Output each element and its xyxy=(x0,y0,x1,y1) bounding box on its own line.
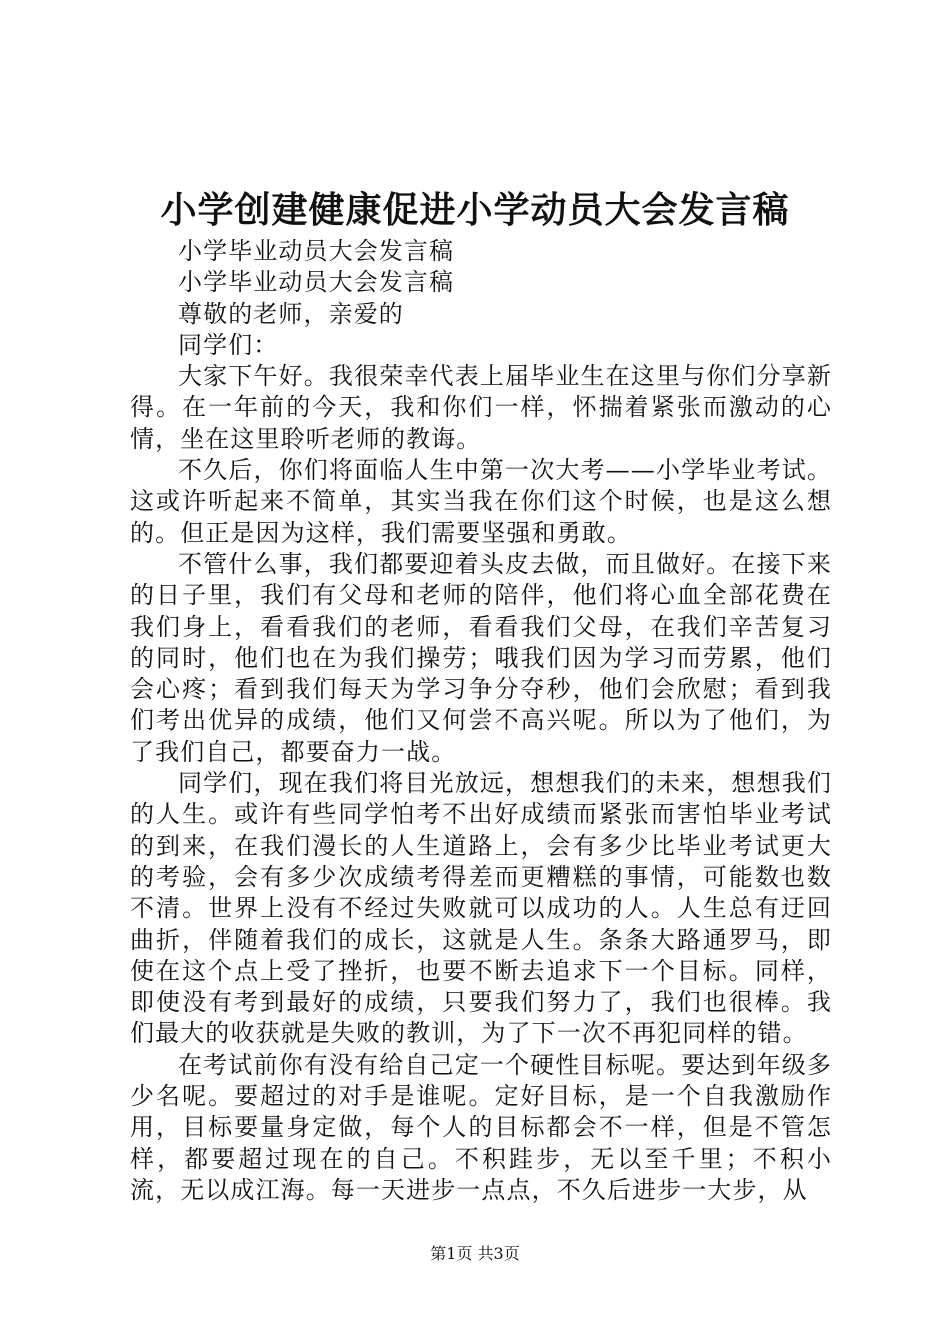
paragraph: 大家下午好。我很荣幸代表上届毕业生在这里与你们分享新得。在一年前的今天，我和你们一样，怀揣着紧张而激动的心情，坐在这里聆听老师的教诲。 xyxy=(130,362,832,453)
paragraph: 小学毕业动员大会发言稿 xyxy=(178,237,455,265)
paragraph: 同学们： xyxy=(178,330,279,359)
paragraph: 小学毕业动员大会发言稿 xyxy=(178,268,455,297)
paragraph: 尊敬的老师，亲爱的 xyxy=(178,299,404,328)
document-title: 小学创建健康促进小学动员大会发言稿 xyxy=(160,189,790,231)
document-body xyxy=(130,236,832,1206)
paragraph: 在考试前你有没有给自己定一个硬性目标呢。要达到年级多少名呢。要超过的对手是谁呢。定好目标，是一个自我激励作用，目标要量身定做，每个人的目标都会不一样，但是不管怎样，都要超过现在的自己。不积跬步，无以至千里；不积小流，无以成江海。每一天进步一点点，不久后进步一大步，从 xyxy=(130,1050,832,1204)
paragraph: 同学们，现在我们将目光放远，想想我们的未来，想想我们的人生。或许有些同学怕考不出好成绩而紧张而害怕毕业考试的到来，在我们漫长的人生道路上，会有多少比毕业考试更大的考验，会有多少次成绩考得差而更糟糕的事情，可能数也数不清。世界上没有不经过失败就可以成功的人。人生总有迂回曲折，伴随着我们的成长，这就是人生。条条大路通罗马，即使在这个点上受了挫折，也要不断去追求下一个目标。同样，即使没有考到最好的成绩，只要我们努力了，我们也很棒。我们最大的收获就是失败的教训，为了下一次不再犯同样的错。 xyxy=(130,769,832,1048)
page-number-footer: 第1页 共3页 xyxy=(430,1244,520,1263)
paragraph: 不久后，你们将面临人生中第一次大考——小学毕业考试。这或许听起来不简单，其实当我在你们这个时候，也是这么想的。但正是因为这样，我们需要坚强和勇敢。 xyxy=(130,456,832,547)
paragraph: 不管什么事，我们都要迎着头皮去做，而且做好。在接下来的日子里，我们有父母和老师的陪伴，他们将心血全部花费在我们身上，看看我们的老师，看看我们父母，在我们辛苦复习的同时，他们也在为我们操劳；哦我们因为学习而劳累，他们会心疼；看到我们每天为学习争分夺秒，他们会欣慰；看到我们考出优异的成绩，他们又何尝不高兴呢。所以为了他们，为了我们自己，都要奋力一战。 xyxy=(130,549,832,766)
